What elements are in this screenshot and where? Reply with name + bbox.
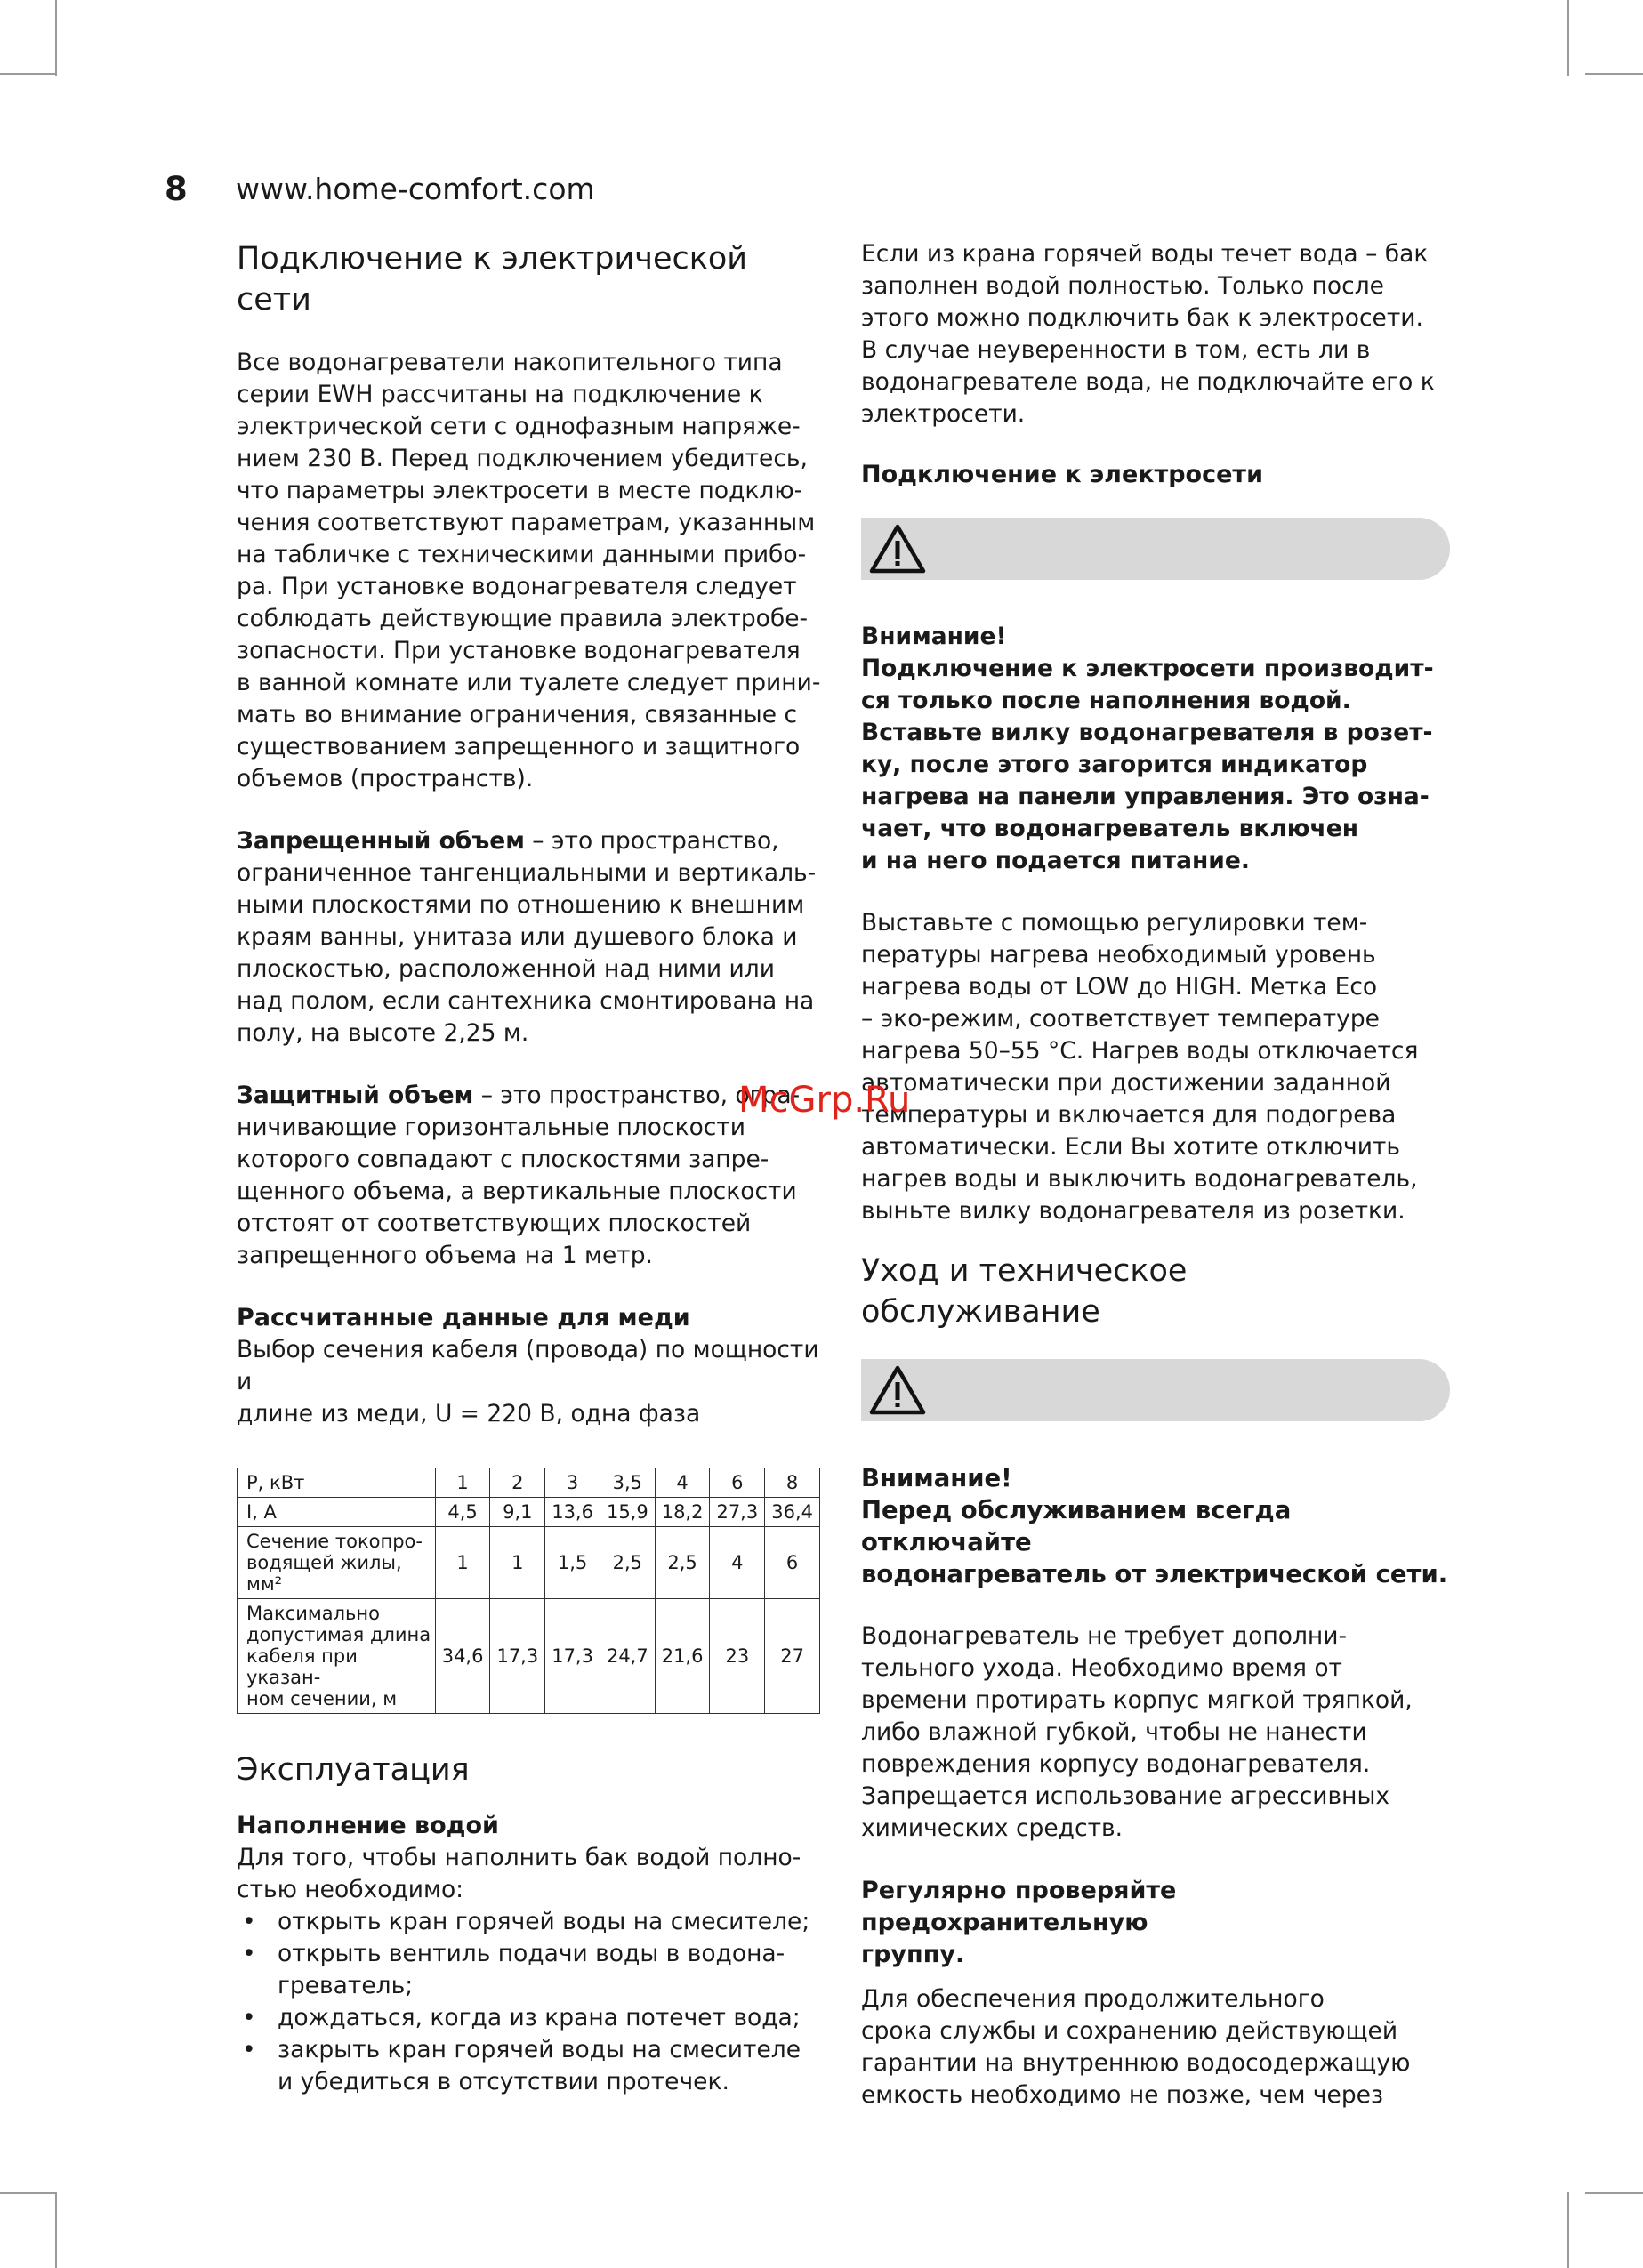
- table-row: [238, 1527, 820, 1599]
- table-cell: 1,5: [545, 1527, 600, 1599]
- table-cell: 3,5: [600, 1468, 655, 1498]
- crop-mark: [55, 0, 57, 76]
- filling-steps: [237, 1906, 824, 2098]
- list-item: • закрыть кран горячей воды на смесителе и убедиться в отсутствии протечек.: [237, 2034, 824, 2098]
- table-cell: 36,4: [765, 1498, 820, 1527]
- warning-connection-text: Внимание! Подключение к электросети производит- ся только после наполнения водой. Вставьте вилку водонагревателя в розет- ку, после этого загорится индикатор нагрева на панели управления. Это озна- чает, что водонагреватель включен и на него подается питание.: [861, 623, 1434, 874]
- copper-data-title: Рассчитанные данные для меди: [237, 1304, 690, 1331]
- left-column: [237, 238, 824, 2098]
- table-cell: 1: [435, 1527, 490, 1599]
- table-cell: 2: [490, 1468, 545, 1498]
- warning-triangle-icon: [868, 523, 927, 575]
- table-cell: 15,9: [600, 1498, 655, 1527]
- fill-check-paragraph: Если из крана горячей воды течет вода – бак заполнен водой полностью. Только после этого можно подключить бак к электросети. В случае неуверенности в том, есть ли в водонагревателе вода, не подключайте его к электросети.: [861, 240, 1435, 428]
- row-label: Сечение токопро- водящей жилы, мм²: [238, 1527, 436, 1599]
- crop-mark: [1585, 73, 1643, 75]
- table-cell: 34,6: [435, 1599, 490, 1714]
- table-cell: 1: [490, 1527, 545, 1599]
- crop-mark: [0, 2192, 55, 2194]
- table-row: [238, 1468, 820, 1498]
- site-url: www.home-comfort.com: [236, 172, 595, 206]
- table-row: [238, 1498, 820, 1527]
- section-title-care: Уход и техническое обслуживание: [861, 1253, 1188, 1330]
- list-item: • открыть кран горячей воды на смесителе;: [237, 1906, 824, 1938]
- warning-triangle-icon: [868, 1364, 927, 1416]
- table-cell: 18,2: [655, 1498, 710, 1527]
- table-cell: 3: [545, 1468, 600, 1498]
- forbidden-volume-paragraph: Запрещенный объем – это пространство, ограниченное тангенциальными и вертикаль- ными плоскостями по отношению к внешним краям ванны, унитаза или душевого блока и плоскостью, расположенной над ними или над полом, если сантехника смонтирована на полу, на высоте 2,25 м.: [237, 827, 817, 1047]
- cable-spec-table: [237, 1468, 820, 1714]
- table-cell: 6: [710, 1468, 765, 1498]
- table-cell: 4,5: [435, 1498, 490, 1527]
- page-number: 8: [165, 170, 188, 208]
- warning-maintenance-text: Внимание! Перед обслуживанием всегда отключайте водонагреватель от электрической сети.: [861, 1464, 1448, 1588]
- crop-mark: [1585, 2192, 1643, 2194]
- forbidden-volume-term: Запрещенный объем: [237, 827, 525, 855]
- table-row: [238, 1599, 820, 1714]
- temperature-settings-paragraph: Выставьте с помощью регулировки тем- пературы нагрева необходимый уровень нагрева воды от LOW до HIGH. Метка Eco – эко-режим, соответствует температуре нагрева 50–55 °С. Нагрев воды отключается автоматически при достижении заданной температуры и включается для подогрева автоматически. Если Вы хотите отключить нагрев воды и выключить водонагреватель, выньте вилку водонагревателя из розетки.: [861, 909, 1419, 1225]
- warning-bar: [861, 1359, 1450, 1421]
- table-cell: 8: [765, 1468, 820, 1498]
- section-title-operation: Эксплуатация: [237, 1752, 470, 1788]
- filling-intro: Для того, чтобы наполнить бак водой полно- стью необходимо:: [237, 1844, 801, 1903]
- table-cell: 4: [655, 1468, 710, 1498]
- warning-bar: [861, 518, 1450, 580]
- crop-mark: [0, 73, 55, 75]
- row-label: P, кВт: [238, 1468, 436, 1498]
- table-cell: 9,1: [490, 1498, 545, 1527]
- table-cell: 27,3: [710, 1498, 765, 1527]
- table-cell: 6: [765, 1527, 820, 1599]
- section-title-electric: Подключение к электрической сети: [237, 241, 748, 318]
- table-cell: 27: [765, 1599, 820, 1714]
- row-label: I, A: [238, 1498, 436, 1527]
- row-label: Максимально допустимая длина кабеля при указан- ном сечении, м: [238, 1599, 436, 1714]
- table-cell: 17,3: [490, 1599, 545, 1714]
- protective-volume-paragraph: Защитный объем – это пространство, огра- ничивающие горизонтальные плоскости которого совпадают с плоскостями запре- щенного объема, а вертикальные плоскости отстоят от соответствующих плоскостей запрещенного объема на 1 метр.: [237, 1082, 801, 1269]
- table-cell: 21,6: [655, 1599, 710, 1714]
- right-column: [861, 238, 1450, 2142]
- table-cell: 2,5: [655, 1527, 710, 1599]
- crop-mark: [55, 2192, 57, 2268]
- crop-mark: [1567, 2192, 1569, 2268]
- table-cell: 23: [710, 1599, 765, 1714]
- table-cell: 1: [435, 1468, 490, 1498]
- table-cell: 17,3: [545, 1599, 600, 1714]
- care-paragraph: Водонагреватель не требует дополни- тельного ухода. Необходимо время от времени протирать корпус мягкой тряпкой, либо влажной губкой, чтобы не нанести повреждения корпусу водонагревателя. Запрещается использование агрессивных химических средств.: [861, 1622, 1413, 1842]
- table-cell: 13,6: [545, 1498, 600, 1527]
- table-cell: 24,7: [600, 1599, 655, 1714]
- protective-volume-term: Защитный объем: [237, 1082, 474, 1109]
- filling-title: Наполнение водой: [237, 1812, 499, 1839]
- safety-group-title: Регулярно проверяйте предохранительную группу.: [861, 1877, 1177, 1968]
- connect-title: Подключение к электросети: [861, 461, 1263, 488]
- table-cell: 2,5: [600, 1527, 655, 1599]
- crop-mark: [1567, 0, 1569, 76]
- copper-data-description: Выбор сечения кабеля (провода) по мощности и длине из меди, U = 220 В, одна фаза: [237, 1336, 819, 1428]
- table-cell: 4: [710, 1527, 765, 1599]
- service-paragraph: Для обеспечения продолжительного срока службы и сохранению действующей гарантии на внутреннюю водосодержащую емкость необходимо не позже, чем через: [861, 1985, 1411, 2109]
- intro-paragraph: Все водонагреватели накопительного типа серии EWH рассчитаны на подключение к электрической сети с однофазным напряже- нием 230 В. Перед подключением убедитесь, что параметры электросети в месте подклю- чения соответствуют параметрам, указанным на табличке с техническими данными прибо- ра. При установке водонагревателя следует соблюдать действующие правила электробе- зопасности. При установке водонагревателя в ванной комнате или туалете следует прини- мать во внимание ограничения, связанные с существованием запрещенного и защитного объемов (пространств).: [237, 349, 821, 792]
- list-item: • дождаться, когда из крана потечет вода;: [237, 2002, 824, 2034]
- watermark: McGrp.Ru: [738, 1080, 911, 1121]
- list-item: • открыть вентиль подачи воды в водона- греватель;: [237, 1938, 824, 2002]
